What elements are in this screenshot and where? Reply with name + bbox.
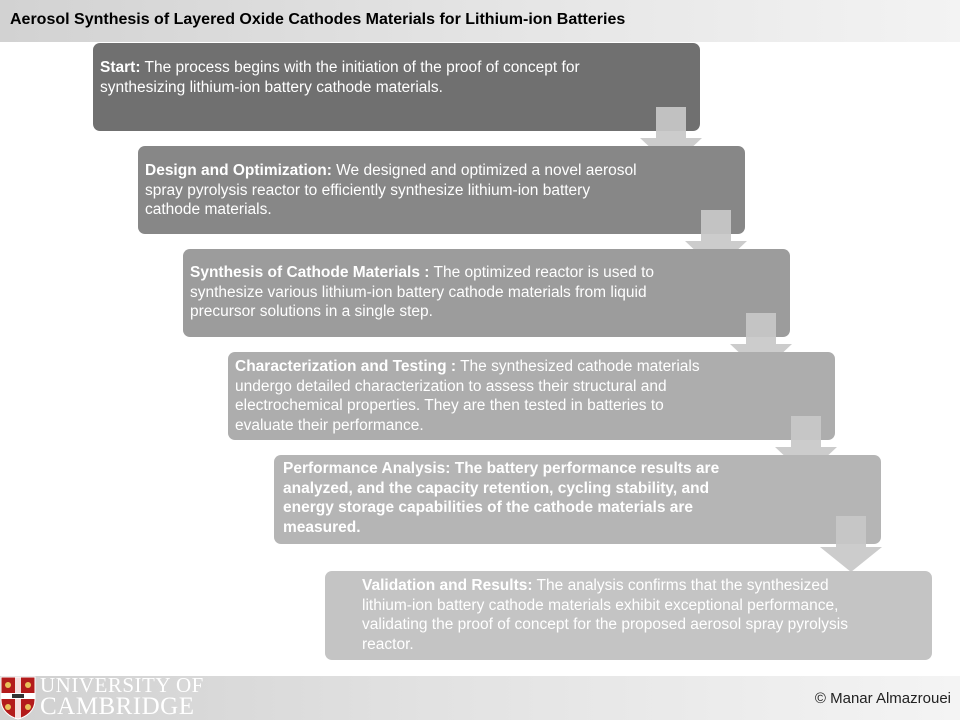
step-performance-text <box>283 459 753 537</box>
step-design-heading: Design and Optimization: <box>145 162 332 179</box>
step-validation-results <box>325 571 932 660</box>
step-start <box>93 43 700 131</box>
university-name-line1: UNIVERSITY OF <box>40 673 204 697</box>
step-design-optimization <box>138 146 745 234</box>
step-synthesis <box>183 249 790 337</box>
step-validation-text <box>362 576 852 654</box>
step-synthesis-heading: Synthesis of Cathode Materials : <box>190 264 430 281</box>
title-bar <box>0 0 960 42</box>
step-validation-heading: Validation and Results: <box>362 577 533 594</box>
step-start-body: The process begins with the initiation of the proof of concept for synthesizing lithium-ion battery cathode materials. <box>100 59 580 96</box>
step-synthesis-body: The optimized reactor is used to synthesize various lithium-ion battery cathode materials from liquid precursor solutions in a single step. <box>190 264 655 320</box>
step-characterization-body: The synthesized cathode materials undergo detailed characterization to assess their structural and electrochemical properties. They are then tested in batteries to evaluate their performance. <box>235 358 700 434</box>
down-arrow-icon <box>820 516 882 572</box>
step-validation-body: The analysis confirms that the synthesized lithium-ion battery cathode materials exhibit exceptional performance, validating the proof of concept for the proposed aerosol spray pyrolysis reactor. <box>362 577 848 653</box>
page-title: Aerosol Synthesis of Layered Oxide Cathodes Materials for Lithium-ion Batteries <box>10 11 626 28</box>
step-start-heading: Start: <box>100 59 141 76</box>
step-start-text <box>100 58 580 97</box>
step-performance-body: The battery performance results are analyzed, and the capacity retention, cycling stability, and energy storage capabilities of the cathode materials are measured. <box>283 460 720 536</box>
step-design-body: We designed and optimized a novel aerosol spray pyrolysis reactor to efficiently synthesize lithium-ion battery cathode materials. <box>145 162 637 218</box>
step-synthesis-text <box>190 263 660 322</box>
step-design-text <box>145 161 645 220</box>
step-characterization <box>228 352 835 440</box>
university-name-line2: CAMBRIDGE <box>40 693 195 720</box>
cambridge-shield-icon <box>0 676 36 720</box>
copyright-notice: © Manar Almazrouei <box>814 690 951 707</box>
step-performance-analysis <box>274 455 881 544</box>
step-characterization-text <box>235 357 715 435</box>
step-performance-heading: Performance Analysis: <box>283 460 451 477</box>
step-characterization-heading: Characterization and Testing : <box>235 358 457 375</box>
